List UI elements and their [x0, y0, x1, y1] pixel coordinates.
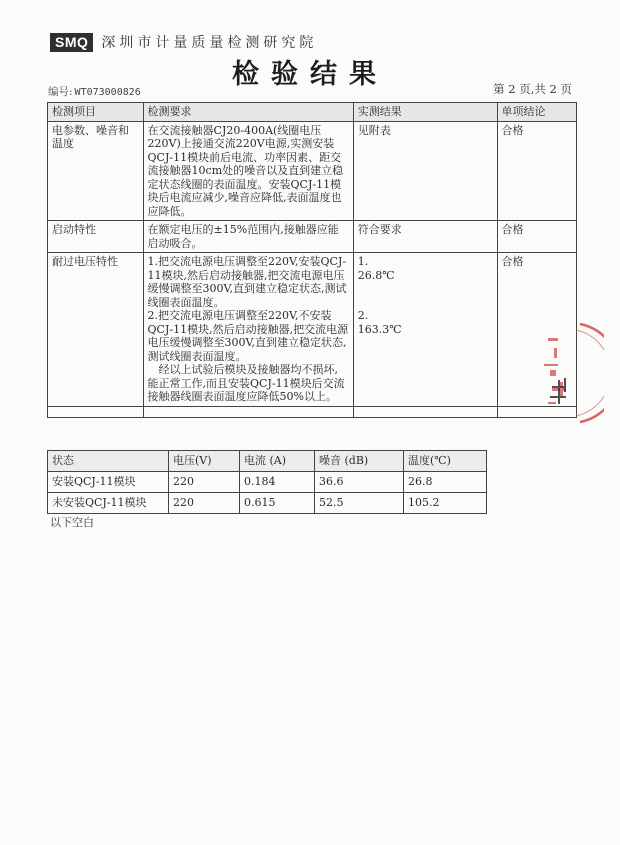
table-spacer-row — [48, 406, 577, 417]
data-header-temperature: 温度(℃) — [404, 451, 487, 472]
result-1-value: 26.8℃ — [357, 268, 395, 282]
report-number-label: 编号: — [48, 86, 73, 98]
data-cell-voltage: 220 — [169, 493, 240, 514]
row-requirement: 在额定电压的±15%范围内,接触器应能启动吸合。 — [143, 221, 353, 253]
requirement-summary: 经以上试验后模块及接触器均不损坏,能正常工作,而且安装QCJ-11模块后交流接触器线圈表面温度应降低50%以上。 — [147, 363, 345, 403]
row-item: 电参数、噪音和温度 — [48, 121, 144, 221]
requirement-step-2: 2.把交流电源电压调整至220V,不安装QCJ-11模块,然后启动接触器,把交流电源电压缓慢调整至300V,直到建立稳定状态,测试线圈表面温度。 — [147, 309, 349, 363]
row-result: 符合要求 — [353, 221, 497, 253]
data-cell-voltage: 220 — [169, 472, 240, 493]
data-cell-state: 未安装QCJ-11模块 — [48, 493, 169, 514]
data-cell-noise: 36.6 — [315, 472, 404, 493]
data-header-current: 电流 (A) — [240, 451, 315, 472]
data-cell-temperature: 105.2 — [404, 493, 487, 514]
data-cell-state: 安装QCJ-11模块 — [48, 472, 169, 493]
data-cell-current: 0.184 — [240, 472, 315, 493]
row-conclusion: 合格 — [497, 221, 576, 253]
data-cell-current: 0.615 — [240, 493, 315, 514]
table-row — [48, 221, 577, 253]
data-header-state: 状态 — [48, 451, 169, 472]
end-of-content-note: 以下空白 — [50, 516, 94, 529]
table-row — [48, 253, 577, 407]
page-indicator: 第 2 页,共 2 页 — [493, 82, 572, 96]
data-header-voltage: 电压(V) — [169, 451, 240, 472]
row-conclusion: 合格 — [497, 253, 576, 407]
header-result: 实测结果 — [353, 103, 497, 122]
header-item: 检测项目 — [48, 103, 144, 122]
inspection-results-table — [47, 102, 577, 418]
row-result — [353, 253, 497, 407]
result-2-value: 163.3℃ — [357, 322, 402, 336]
data-header-noise: 噪音 (dB) — [315, 451, 404, 472]
partial-red-seal-stamp — [540, 318, 604, 428]
row-conclusion: 合格 — [497, 121, 576, 221]
report-number-value: WT073000826 — [74, 87, 141, 98]
report-number — [48, 84, 141, 99]
row-requirement — [143, 253, 353, 407]
table-row — [48, 121, 577, 221]
row-item: 启动特性 — [48, 221, 144, 253]
row-result: 见附表 — [353, 121, 497, 221]
page-title: 检验结果 — [232, 59, 388, 90]
row-requirement: 在交流接触器CJ20-400A(线圈电压220V)上接通交流220V电源,实测安装QCJ-11模块前后电流、功率因素、距交流接触器10cm处的噪音以及直到建立稳定状态线圈的表面温度。安装QCJ-11模块后电流应减少,噪音应降低,表面温度也应降低。 — [143, 121, 353, 221]
result-2-label: 2. — [357, 309, 369, 322]
header-requirement: 检测要求 — [143, 103, 353, 122]
document-header — [50, 32, 317, 52]
data-header-row — [48, 451, 487, 472]
header-conclusion: 单项结论 — [497, 103, 576, 122]
data-cell-noise: 52.5 — [315, 493, 404, 514]
data-row — [48, 472, 487, 493]
data-cell-temperature: 26.8 — [404, 472, 487, 493]
smq-logo: SMQ — [50, 33, 93, 52]
requirement-step-1: 1.把交流电源电压调整至220V,安装QCJ-11模块,然后启动接触器,把交流电源电压缓慢调整至300V,直到建立稳定状态,测试线圈表面温度。 — [147, 255, 347, 309]
institute-name: 深圳市计量质量检测研究院 — [101, 35, 318, 51]
result-1-label: 1. — [357, 255, 369, 268]
row-item: 耐过电压特性 — [48, 253, 144, 407]
data-row — [48, 493, 487, 514]
measurement-data-table — [47, 450, 487, 514]
table-header-row — [48, 103, 577, 122]
